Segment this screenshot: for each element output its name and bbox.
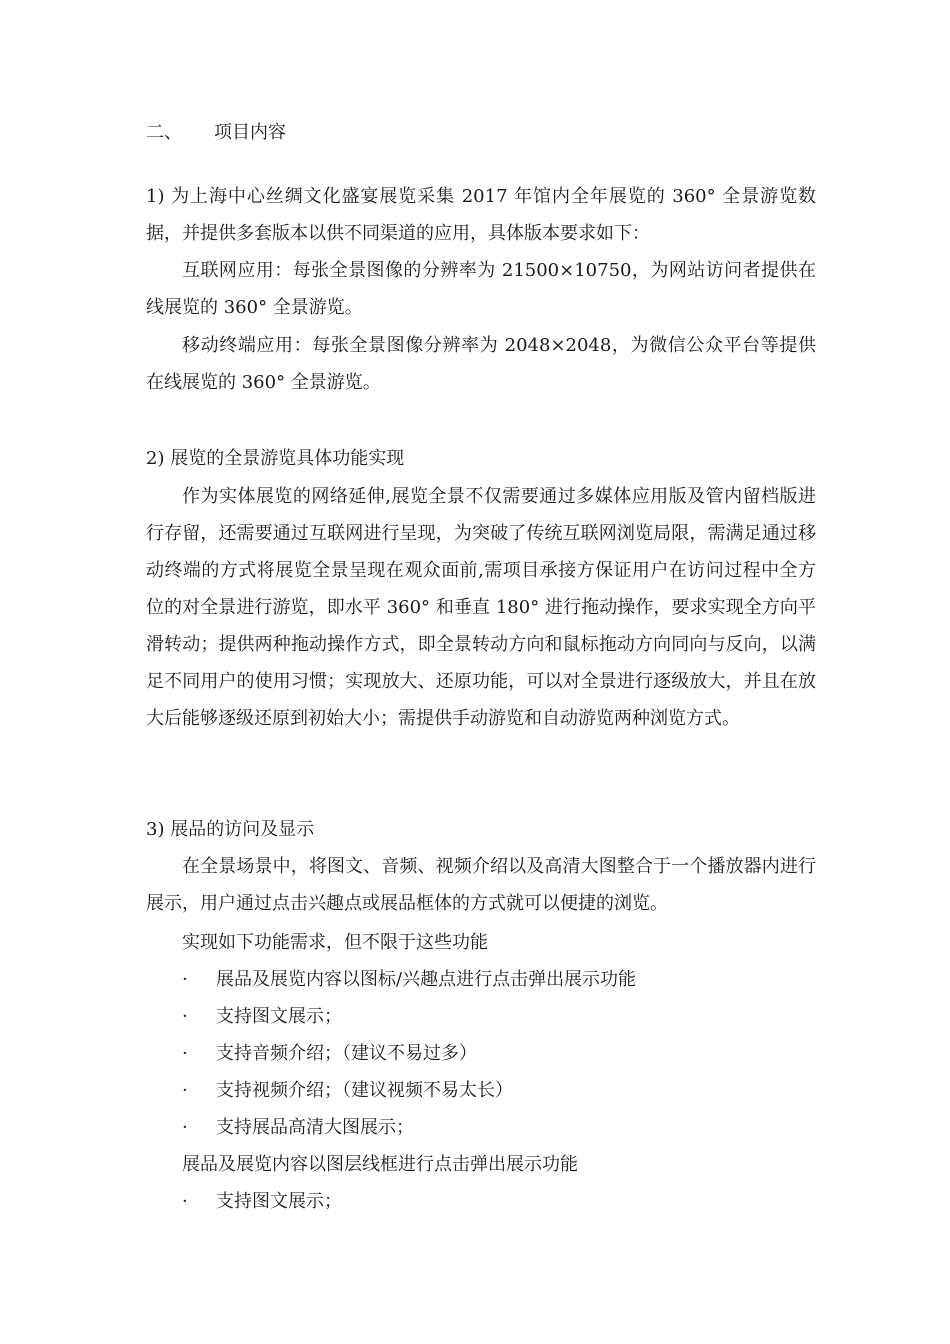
item1-internet-requirement: 互联网应用：每张全景图像的分辨率为 21500×10750，为网站访问者提供在线展览的 360° 全景游览。 xyxy=(146,260,816,318)
section-heading xyxy=(146,121,286,145)
list-item-text: 支持音频介绍；（建议不易过多） xyxy=(216,1043,477,1064)
list-item-text: 支持展品高清大图展示； xyxy=(216,1117,414,1138)
list-item xyxy=(182,1116,414,1140)
item3-heading: 3) 展品的访问及显示 xyxy=(146,819,315,840)
item3-body: 在全景场景中，将图文、音频、视频介绍以及高清大图整合于一个播放器内进行展示，用户通过点击兴趣点或展品框体的方式就可以便捷的浏览。 xyxy=(146,856,816,914)
list-item xyxy=(182,1079,513,1103)
item1-intro: 1) 为上海中心丝绸文化盛宴展览采集 2017 年馆内全年展览的 360° 全景游览数据，并提供多套版本以供不同渠道的应用，具体版本要求如下： xyxy=(146,186,816,244)
item3-requirements-intro: 实现如下功能需求，但不限于这些功能 xyxy=(182,932,488,953)
bullet-symbol: · xyxy=(182,1043,188,1064)
item2-heading: 2) 展览的全景游览具体功能实现 xyxy=(146,448,405,469)
list-item xyxy=(182,1190,342,1214)
bullet-symbol: · xyxy=(182,1117,188,1138)
bullet-symbol: · xyxy=(182,969,188,990)
item1-mobile-requirement: 移动终端应用：每张全景图像分辨率为 2048×2048，为微信公众平台等提供在线展览的 360° 全景游览。 xyxy=(146,335,816,393)
item3-subheading: 展品及展览内容以图层线框进行点击弹出展示功能 xyxy=(182,1154,578,1175)
section-number: 二、 xyxy=(146,122,182,143)
list-item-text: 支持图文展示； xyxy=(216,1006,342,1027)
list-item-text: 支持视频介绍；（建议视频不易太长） xyxy=(216,1080,513,1101)
list-item xyxy=(182,1005,342,1029)
list-item-text: 支持图文展示； xyxy=(216,1191,342,1212)
list-item xyxy=(182,1042,477,1066)
bullet-symbol: · xyxy=(182,1080,188,1101)
item2-body: 作为实体展览的网络延伸,展览全景不仅需要通过多媒体应用版及管内留档版进行存留，还需要通过互联网进行呈现，为突破了传统互联网浏览局限，需满足通过移动终端的方式将展览全景呈现在观众面前,需项目承接方保证用户在访问过程中全方位的对全景进行游览，即水平 360° 和垂直 180° 进行拖动操作，要求实现全方向平滑转动；提供两种拖动操作方式，即全景转动方向和鼠标拖动方向同向与反向，以满足不同用户的使用习惯；实现放大、还原功能，可以对全景进行逐级放大，并且在放大后能够逐级还原到初始大小；需提供手动游览和自动游览两种浏览方式。 xyxy=(146,486,816,729)
bullet-symbol: · xyxy=(182,1191,188,1212)
section-title: 项目内容 xyxy=(214,122,286,143)
list-item xyxy=(182,968,636,992)
list-item-text: 展品及展览内容以图标/兴趣点进行点击弹出展示功能 xyxy=(216,969,637,990)
bullet-symbol: · xyxy=(182,1006,188,1027)
